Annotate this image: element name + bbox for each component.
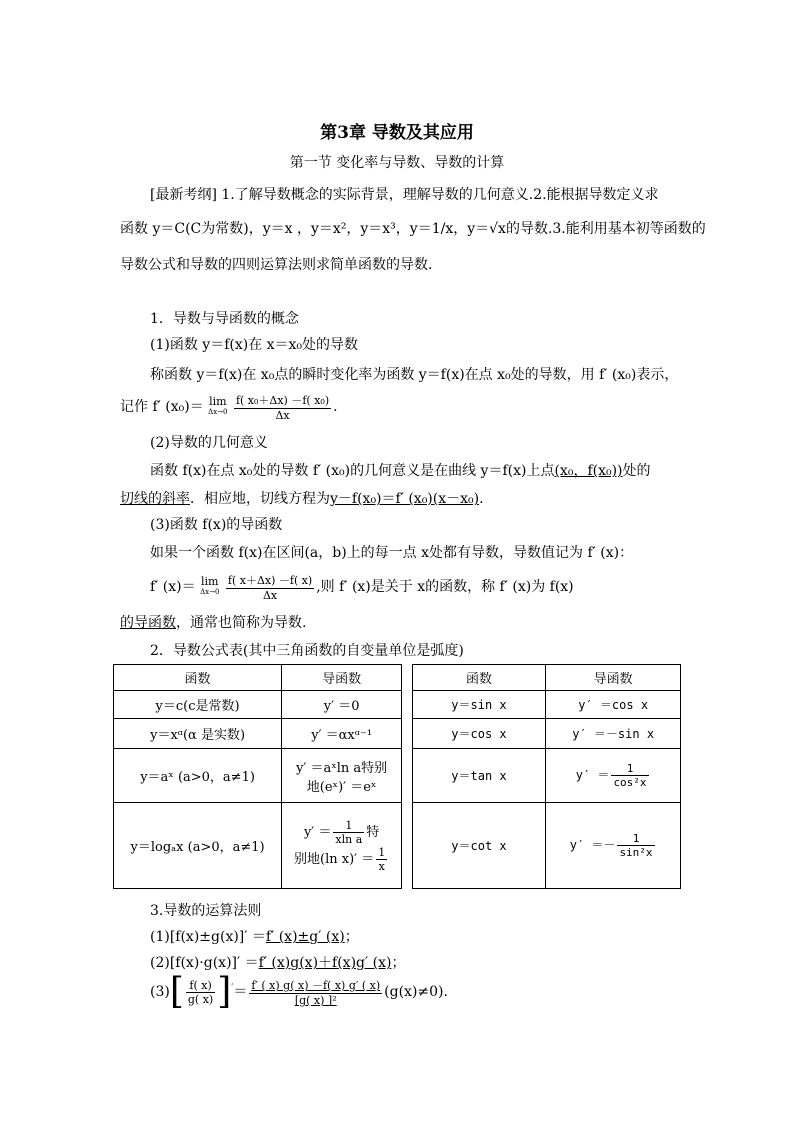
outline-line-2: 函数 y＝C(C为常数)，y＝x ，y＝x²，y＝x³，y＝1/x，y＝√x的导数.3.能利用基本初等函数的	[120, 221, 706, 237]
outline-text-1: 1.了解导数概念的实际背景，理解导数的几何意义.2.能根据导数定义求	[216, 187, 659, 203]
quotient-fg-numerator: f( x)	[186, 979, 215, 993]
s1-p2-head: (2)导数的几何意义	[150, 435, 268, 451]
quotient-rule-numerator: f′ ( x) g( x) －f( x) g′ ( x)	[251, 979, 381, 992]
right-bracket: ]	[217, 971, 232, 1012]
limit-operator	[208, 397, 227, 417]
derivative-function-term: 的导函数	[120, 615, 176, 631]
table-cell: y′ ＝cos x	[546, 691, 681, 719]
cell-fraction	[617, 832, 654, 859]
table-gap	[402, 691, 413, 719]
table-cell: y′ ＝0	[282, 691, 402, 719]
geom-text-c: ．相应地，切线方程为	[190, 491, 330, 507]
cell-fraction	[611, 762, 648, 789]
table-row	[114, 803, 681, 889]
cell-line	[286, 846, 397, 873]
cell-line: y′ ＝aˣln a特别	[296, 760, 388, 776]
section-title: 第一节 变化率与导数、导数的计算	[289, 155, 505, 171]
limit-subscript: Δx→0	[208, 408, 228, 416]
limit-subscript-2: Δx→0	[200, 588, 220, 596]
rule-quotient-end: (g(x)≠0).	[384, 984, 448, 1000]
table-header: 导函数	[546, 665, 681, 691]
rule-quotient-eq: ＝	[233, 984, 248, 1000]
limit-operator-2	[200, 577, 219, 597]
fraction-numerator: 1	[333, 819, 364, 833]
deriv-fn-prefix: f′ (x)＝	[150, 579, 196, 595]
deriv-fn-suffix: ,则 f′ (x)是关于 x的函数，称 f′ (x)为 f(x)	[316, 579, 574, 595]
table-row	[114, 719, 681, 749]
tangent-slope: 切线的斜率	[120, 491, 190, 507]
rule-product-rhs: f′ (x)g(x)＋f(x)g′ (x)	[258, 955, 392, 971]
table-gap	[402, 719, 413, 749]
limit-text-2: lim	[201, 575, 219, 588]
table-row	[114, 691, 681, 719]
table-header: 函数	[412, 665, 546, 691]
rule-sum-lhs: (1)[f(x)±g(x)]′ ＝	[150, 929, 266, 945]
table-cell: y＝cos x	[412, 719, 546, 749]
table-gap	[402, 749, 413, 803]
s1-p3-line1: 如果一个函数 f(x)在区间(a，b)上的每一点 x处都有导数，导数值记为 f′ (x)：	[150, 545, 634, 561]
rule-quotient-label: (3)	[150, 984, 170, 1000]
definition-suffix: .	[333, 399, 338, 415]
s1-derivative-function-definition	[150, 572, 574, 602]
geom-text-a: 函数 f(x)在点 x₀处的导数 f′ (x₀)的几何意义是在曲线 y＝f(x)上点	[150, 463, 555, 479]
fraction-denominator: xln a	[335, 832, 363, 846]
table-header: 函数	[114, 665, 282, 691]
fraction-denominator: x	[378, 859, 385, 873]
cell-prefix: y′ ＝－	[569, 838, 616, 852]
quotient-denominator-2: Δx	[262, 589, 278, 602]
outline-line-3: 导数公式和导数的四则运算法则求简单函数的导数.	[120, 257, 433, 273]
chapter-title: 第3章 导数及其应用	[320, 123, 474, 143]
cell-line	[286, 819, 397, 846]
rule-sum	[150, 926, 359, 946]
table-header-row	[114, 665, 681, 691]
s1-p3-head: (3)函数 f(x)的导函数	[150, 517, 283, 533]
table-cell: y′ ＝－sin x	[546, 719, 681, 749]
tangent-equation: y－f(x₀)＝f′ (x₀)(x－x₀)	[330, 491, 480, 507]
table-cell: y＝c(c是常数)	[114, 691, 282, 719]
outline-line-1	[150, 184, 659, 204]
table-cell: y′ ＝αxᵅ⁻¹	[282, 719, 402, 749]
cell-fraction	[333, 819, 364, 846]
s1-p2-line1	[150, 460, 651, 480]
fraction-numerator: 1	[378, 845, 386, 859]
derivative-formula-table	[113, 664, 681, 889]
cell-prefix: 别地(ln x)′ ＝	[294, 851, 375, 867]
deriv-fn-rest: ，通常也简称为导数.	[176, 615, 307, 631]
limit-text: lim	[209, 395, 227, 408]
geom-end: .	[479, 491, 484, 507]
quotient-fg-denominator: g( x)	[187, 992, 214, 1006]
s1-p1-head: (1)函数 y＝f(x)在 x＝x₀处的导数	[150, 337, 359, 353]
fraction-numerator: 1	[611, 762, 648, 776]
table-cell	[546, 749, 681, 803]
quotient-denominator: Δx	[275, 409, 290, 422]
table-header: 导函数	[282, 665, 402, 691]
fraction-numerator: 1	[617, 832, 654, 846]
quotient-rule-denominator: [g( x) ]²	[294, 994, 337, 1007]
cell-suffix: 特	[366, 824, 380, 840]
s1-heading: 1．导数与导函数的概念	[150, 311, 299, 327]
rule-product-lhs: (2)[f(x)·g(x)]′ ＝	[150, 955, 259, 971]
rule-quotient	[150, 971, 448, 1012]
geom-text-b: 处的	[622, 463, 651, 479]
table-cell	[282, 749, 402, 803]
cell-prefix: y′ ＝	[575, 768, 610, 782]
difference-quotient-2	[226, 572, 314, 602]
cell-line: 地(eˣ)′ ＝eˣ	[306, 779, 377, 795]
table-gap	[402, 665, 413, 691]
table-cell: y＝sin x	[412, 691, 546, 719]
quotient-numerator-2: f( x＋Δx) －f( x)	[227, 574, 313, 587]
s1-p1-line1: 称函数 y＝f(x)在 x₀点的瞬时变化率为函数 y＝f(x)在点 x₀处的导数，用 f′ (x₀)表示，	[150, 367, 679, 383]
outline-tag: [最新考纲]	[150, 187, 217, 203]
s3-heading: 3.导数的运算法则	[150, 903, 262, 919]
table-cell: y＝cot x	[412, 803, 546, 889]
table-row	[114, 749, 681, 803]
s1-p2-line2	[120, 488, 484, 508]
table-cell	[282, 803, 402, 889]
left-bracket: [	[169, 971, 184, 1012]
cell-fraction	[376, 846, 387, 873]
prime-mark: ′	[231, 983, 234, 994]
rule-product	[150, 952, 405, 972]
table-cell: y＝aˣ (a>0，a≠1)	[114, 749, 282, 803]
rule-sum-end: ；	[344, 929, 359, 945]
table-cell	[546, 803, 681, 889]
cell-prefix: y′ ＝	[303, 824, 332, 840]
rule-sum-rhs: f′ (x)±g′ (x)	[265, 929, 345, 945]
s2-heading: 2．导数公式表(其中三角函数的自变量单位是弧度)	[150, 643, 464, 659]
s1-p3-line3	[120, 612, 306, 632]
quotient-fg	[186, 979, 215, 1006]
s1-derivative-definition	[120, 392, 338, 422]
definition-prefix: 记作 f′ (x₀)＝	[120, 399, 204, 415]
fraction-denominator: sin²x	[619, 846, 653, 859]
fraction-denominator: cos²x	[613, 776, 647, 789]
tangent-point: (x₀，f(x₀))	[554, 463, 623, 479]
rule-product-end: ；	[391, 955, 406, 971]
table-cell: y＝tan x	[412, 749, 546, 803]
table-cell: y＝xᵅ(α 是实数)	[114, 719, 282, 749]
quotient-numerator: f( x₀＋Δx) －f( x₀)	[235, 394, 330, 407]
table-cell: y＝logₐx (a>0，a≠1)	[114, 803, 282, 889]
difference-quotient	[234, 392, 331, 422]
quotient-rule-result	[249, 977, 382, 1007]
table-gap	[402, 803, 413, 889]
